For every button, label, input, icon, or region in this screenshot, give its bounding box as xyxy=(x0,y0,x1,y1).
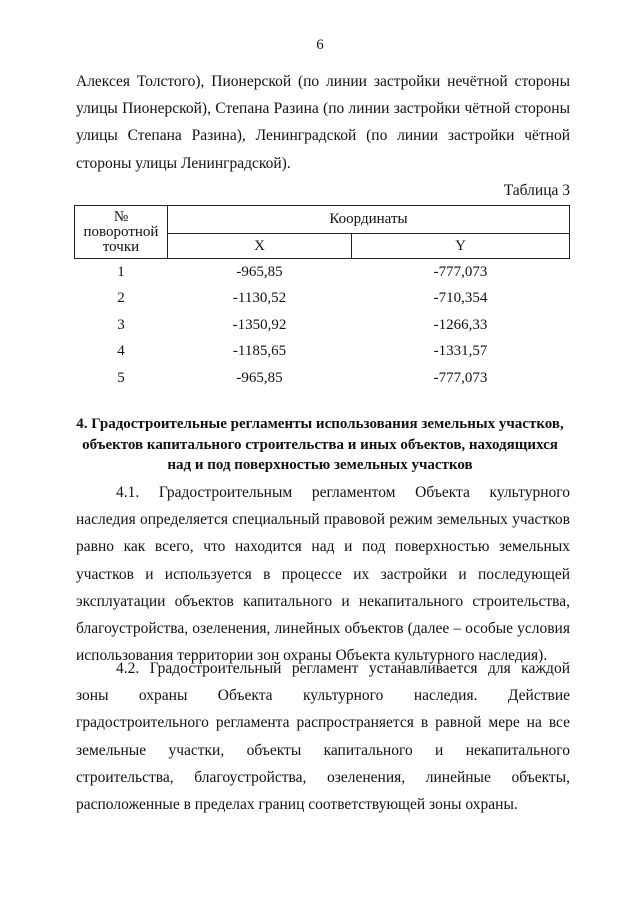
cell-y: -777,073 xyxy=(433,369,488,386)
cell-y: -777,073 xyxy=(433,263,488,280)
cell-point: 3 xyxy=(117,316,125,333)
cell-x: -965,85 xyxy=(236,263,283,280)
table-row xyxy=(75,259,570,286)
body-paragraph-4-2: 4.2. Градостроительный регламент устанавливается для каждой зоны охраны Объекта культурного наследия. Действие градостроительного регламента распространяется в равной мере на все земельные участки, объекты капитального и некапитального строительства, благоустройства, озеленения, линейные объекты, расположенные в пределах границ соответствующей зоны охраны. xyxy=(76,660,570,814)
cell-x: -1350,92 xyxy=(232,316,287,333)
header-point-number: № поворотной точки xyxy=(75,206,168,259)
cell-y: -1331,57 xyxy=(433,343,488,360)
table-row xyxy=(75,286,570,313)
cell-point: 4 xyxy=(117,343,125,360)
table-caption: Таблица 3 xyxy=(503,182,570,199)
cell-point: 5 xyxy=(117,369,125,386)
table-row xyxy=(75,312,570,339)
header-coordinates: Координаты xyxy=(168,206,570,234)
header-y: Y xyxy=(352,234,570,259)
section-heading: 4. Градостроительные регламенты использования земельных участков, объектов капитального строительства и иных объектов, находящихся над и под поверхностью земельных участков xyxy=(76,416,564,473)
cell-x: -965,85 xyxy=(236,369,283,386)
cell-y: -1266,33 xyxy=(433,316,488,333)
page-number: 6 xyxy=(316,37,324,53)
cell-x: -1185,65 xyxy=(232,343,287,360)
table-row xyxy=(75,365,570,392)
header-x: X xyxy=(168,234,352,259)
body-paragraph-4-1: 4.1. Градостроительным регламентом Объекта культурного наследия определяется специальный правовой режим земельных участков равно как всего, что находится над и под поверхностью земельных участков и используется в процессе их застройки и последующей эксплуатации объектов капитального и некапитального строительства, благоустройства, озеленения, линейных объектов (далее – особые условия использования территории зон охраны Объекта культурного наследия). xyxy=(76,484,570,665)
intro-paragraph: Алексея Толстого), Пионерской (по линии застройки нечётной стороны улицы Пионерской), Степана Разина (по линии застройки чётной стороны улицы Степана Разина), Ленинградской (по линии застройки чётной стороны улицы Ленинградской). xyxy=(76,73,570,172)
coordinates-table xyxy=(74,205,570,392)
cell-point: 2 xyxy=(117,290,125,307)
cell-y: -710,354 xyxy=(433,290,488,307)
cell-point: 1 xyxy=(117,263,125,280)
cell-x: -1130,52 xyxy=(232,290,287,307)
table-row xyxy=(75,339,570,366)
